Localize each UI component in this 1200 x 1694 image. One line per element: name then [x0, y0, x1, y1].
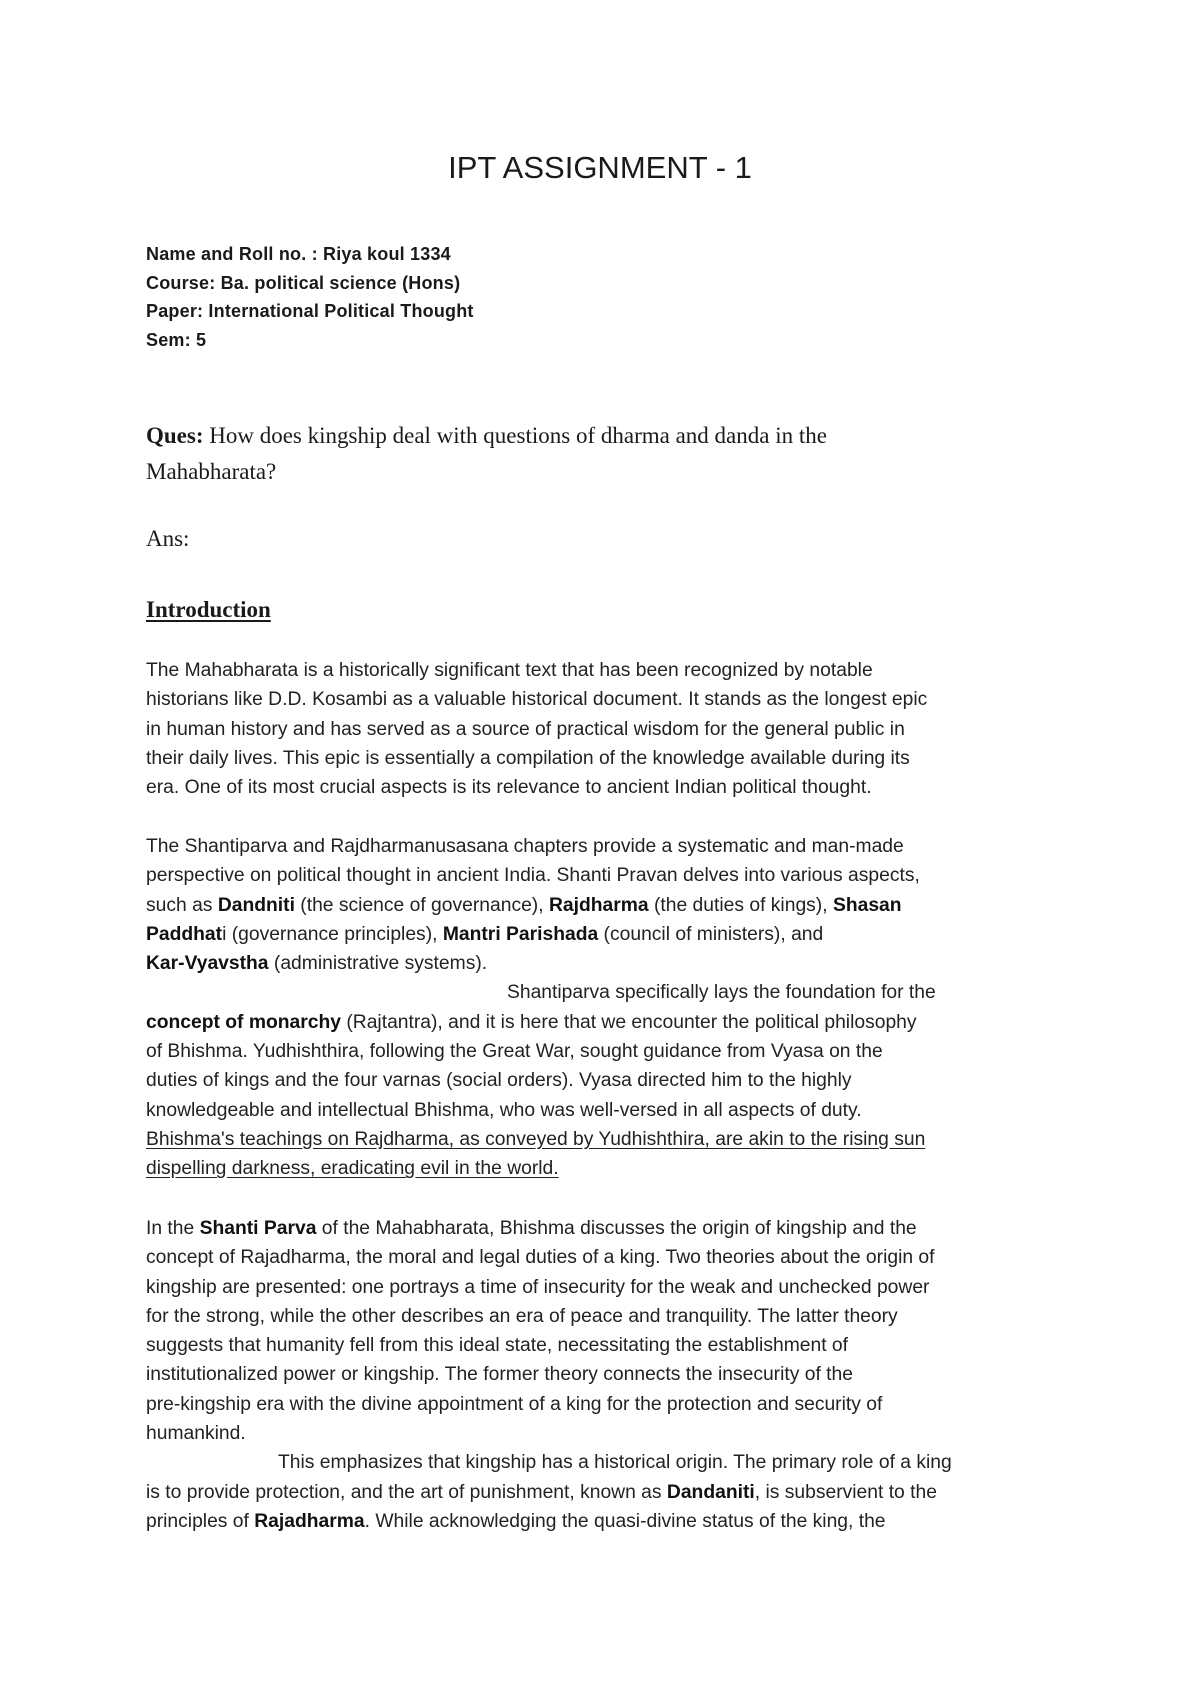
paragraph-line: The Shantiparva and Rajdharmanusasana chapters provide a systematic and man-made: [146, 836, 904, 857]
term-paddhati: Paddhat: [146, 923, 223, 945]
paragraph-3: [146, 1214, 1076, 1536]
term-kar-vyavstha: Kar-Vyavstha: [146, 953, 269, 975]
term-shasan: Shasan: [832, 894, 902, 916]
underlined-line: Bhishma's teachings on Rajdharma, as conveyed by Yudhishthira, are akin to the rising sun: [146, 1128, 926, 1150]
term-rajadharma: Rajadharma: [254, 1510, 365, 1532]
term-dandniti: Dandniti: [217, 894, 295, 916]
term-mantri-parishada: Mantri Parishada: [442, 923, 599, 945]
paragraph-line: pre-kingship era with the divine appointment of a king for the protection and security of: [146, 1393, 883, 1415]
paragraph-line: for the strong, while the other describes an era of peace and tranquility. The latter theory: [146, 1305, 898, 1327]
paragraph-line: of Bhishma. Yudhishthira, following the Great War, sought guidance from Vyasa on the: [146, 1041, 883, 1063]
paragraph-line: era. One of its most crucial aspects is its relevance to ancient Indian political thought.: [146, 777, 872, 799]
paragraph-line: in human history and has served as a source of practical wisdom for the general public in: [146, 718, 905, 740]
semester-line: Sem: 5: [146, 329, 207, 350]
question-label: Ques:: [146, 423, 204, 448]
answer-label: Ans:: [146, 526, 190, 551]
paragraph-line: suggests that humanity fell from this ideal state, necessitating the establishment of: [146, 1335, 848, 1357]
document-title: IPT ASSIGNMENT - 1: [448, 150, 752, 185]
paragraph-line: kingship are presented: one portrays a time of insecurity for the weak and unchecked power: [146, 1276, 930, 1298]
question-block: [146, 418, 1066, 490]
paragraph-line: their daily lives. This epic is essentially a compilation of the knowledge available during its: [146, 747, 910, 769]
name-roll-line: Name and Roll no. : Riya koul 1334: [146, 244, 451, 264]
paragraph-line: concept of Rajadharma, the moral and legal duties of a king. Two theories about the origin of: [146, 1247, 935, 1269]
paragraph-line: such as Dandniti (the science of governance), Rajdharma (the duties of kings), Shasan: [146, 894, 902, 916]
course-line: Course: Ba. political science (Hons): [146, 272, 461, 293]
term-shanti-parva: Shanti Parva: [199, 1218, 317, 1239]
underlined-line: dispelling darkness, eradicating evil in the world.: [146, 1158, 559, 1180]
paragraph-2: [146, 832, 1076, 1184]
paper-line: Paper: International Political Thought: [146, 301, 474, 321]
section-heading-introduction: Introduction: [146, 597, 271, 622]
paragraph-line: knowledgeable and intellectual Bhishma, who was well-versed in all aspects of duty.: [146, 1099, 862, 1121]
paragraph-line: Paddhati (governance principles), Mantri Parishada (council of ministers), and: [146, 923, 824, 945]
paragraph-1: [146, 656, 1076, 802]
paragraph-line: is to provide protection, and the art of punishment, known as Dandaniti, is subservient to the: [146, 1481, 937, 1503]
term-rajdharma: Rajdharma: [548, 894, 649, 916]
paragraph-line: humankind.: [146, 1423, 246, 1445]
paragraph-line: In the Shanti Parva of the Mahabharata, Bhishma discusses the origin of kingship and the: [146, 1218, 917, 1239]
student-info-block: [146, 240, 474, 354]
paragraph-line: institutionalized power or kingship. The former theory connects the insecurity of the: [146, 1364, 853, 1386]
paragraph-line: historians like D.D. Kosambi as a valuable historical document. It stands as the longest epic: [146, 689, 928, 711]
paragraph-line: Shantiparva specifically lays the foundation for the: [507, 982, 936, 1004]
paragraph-line: principles of Rajadharma. While acknowledging the quasi-divine status of the king, the: [146, 1510, 886, 1532]
term-dandaniti: Dandaniti: [666, 1481, 755, 1503]
paragraph-line: Kar-Vyavstha (administrative systems).: [146, 953, 488, 975]
question-text-line2: Mahabharata?: [146, 459, 277, 484]
paragraph-line: The Mahabharata is a historically significant text that has been recognized by notable: [146, 660, 873, 681]
paragraph-line: duties of kings and the four varnas (social orders). Vyasa directed him to the highly: [146, 1070, 852, 1092]
term-concept-of-monarchy: concept of monarchy: [146, 1011, 341, 1033]
paragraph-line: This emphasizes that kingship has a historical origin. The primary role of a king: [278, 1452, 952, 1474]
paragraph-line: perspective on political thought in ancient India. Shanti Pravan delves into various aspects,: [146, 865, 920, 887]
paragraph-line: concept of monarchy (Rajtantra), and it is here that we encounter the political philosophy: [146, 1011, 917, 1033]
question-text-line1: How does kingship deal with questions of dharma and danda in the: [203, 423, 827, 448]
